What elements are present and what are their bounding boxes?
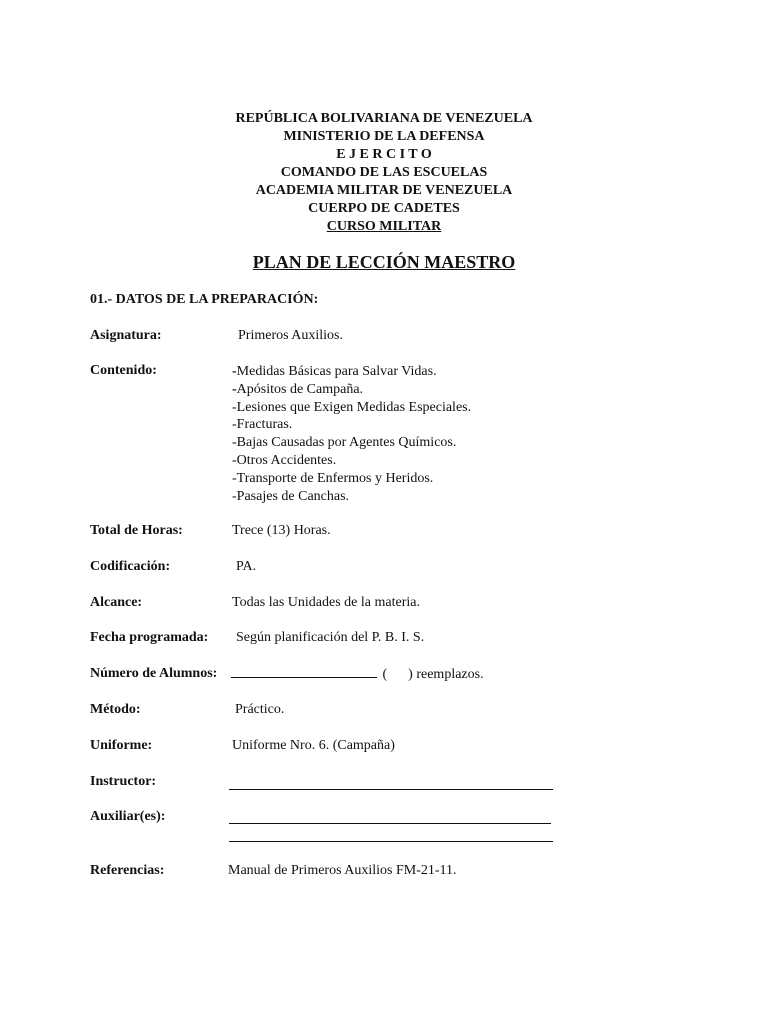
header-command: COMANDO DE LAS ESCUELAS (280, 165, 488, 180)
contenido-label: Contenido: (90, 363, 157, 378)
header-cadets: CUERPO DE CADETES (308, 201, 460, 216)
list-item: -Bajas Causadas por Agentes Químicos. (232, 435, 457, 451)
document-header (0, 110, 768, 236)
auxiliares-label: Auxiliar(es): (90, 809, 166, 824)
metodo-value: Práctico. (235, 702, 285, 717)
header-army: E J E R C I T O (336, 147, 432, 162)
total-horas-value: Trece (13) Horas. (232, 523, 331, 538)
instructor-label: Instructor: (90, 774, 157, 789)
codificacion-value: PA. (236, 559, 257, 574)
header-republic: REPÚBLICA BOLIVARIANA DE VENEZUELA (235, 111, 533, 126)
asignatura-label: Asignatura: (90, 328, 162, 343)
header-ministry: MINISTERIO DE LA DEFENSA (283, 129, 485, 144)
list-item: -Fracturas. (232, 417, 293, 433)
numero-alumnos-label: Número de Alumnos: (90, 666, 218, 681)
uniforme-label: Uniforme: (90, 738, 153, 753)
numero-alumnos-blank (231, 666, 377, 678)
alcance-label: Alcance: (90, 595, 143, 610)
contenido-list (232, 363, 471, 505)
fecha-value: Según planificación del P. B. I. S. (236, 630, 425, 645)
codificacion-label: Codificación: (90, 559, 171, 574)
list-item: -Lesiones que Exigen Medidas Especiales. (232, 399, 472, 415)
numero-alumnos-value: ( ) reemplazos. (231, 666, 484, 683)
list-item: -Transporte de Enfermos y Heridos. (232, 470, 434, 486)
header-academy: ACADEMIA MILITAR DE VENEZUELA (255, 183, 513, 198)
uniforme-value: Uniforme Nro. 6. (Campaña) (232, 738, 395, 753)
list-item: -Apósitos de Campaña. (232, 381, 364, 397)
list-item: -Otros Accidentes. (232, 452, 337, 468)
list-item: -Medidas Básicas para Salvar Vidas. (232, 364, 437, 379)
total-horas-label: Total de Horas: (90, 523, 183, 538)
section-heading: 01.- DATOS DE LA PREPARACIÓN: (90, 292, 319, 307)
referencias-label: Referencias: (90, 863, 165, 878)
metodo-label: Método: (90, 702, 141, 717)
header-course: CURSO MILITAR (326, 219, 442, 234)
auxiliares-blank-line-2 (229, 841, 553, 842)
referencias-value: Manual de Primeros Auxilios FM-21-11. (228, 863, 457, 878)
document-title: PLAN DE LECCIÓN MAESTRO (252, 252, 516, 272)
asignatura-value: Primeros Auxilios. (238, 328, 344, 343)
instructor-blank-line (229, 789, 553, 790)
list-item: -Pasajes de Canchas. (232, 488, 350, 504)
alcance-value: Todas las Unidades de la materia. (232, 595, 420, 610)
fecha-label: Fecha programada: (90, 630, 209, 645)
auxiliares-blank-line-1 (229, 823, 551, 824)
